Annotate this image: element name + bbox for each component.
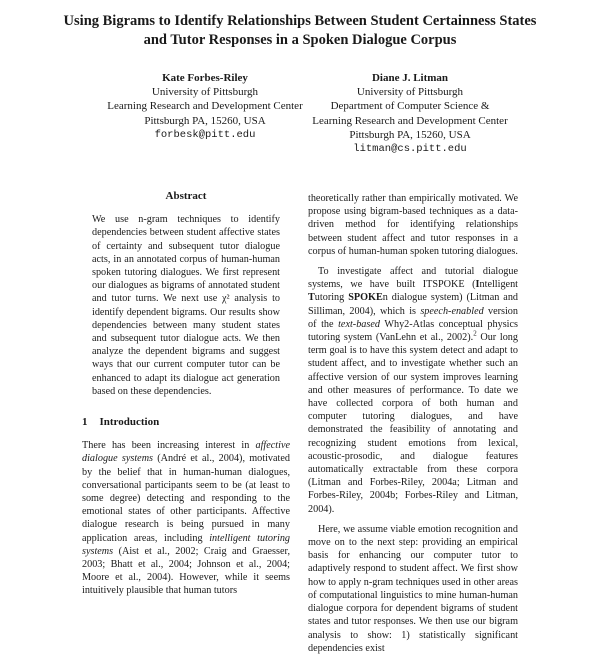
- intro-text: (Aist et al., 2002; Craig and Graesser, 2003; Bhatt et al., 2004; Johnson et al., 2004; Moore et al., 2004). However, while it seems intuitively plausible that human tutors: [82, 545, 290, 597]
- body-paragraph: Here, we assume viable emotion recognition and move on to the next step: providing an empirical basis for enhancing our computer tutor to adaptively respond to student affect. We first show how to apply n-gram techniques used in other areas of computational linguistics to mine human-human dialogue corpora for dependent bigrams of student states and tutor responses. We then use our bigram analysis to show: 1) statistically significant dependencies exist: [308, 523, 518, 654]
- body-paragraph: [308, 265, 518, 516]
- section-heading: [82, 416, 290, 429]
- title-line-2: and Tutor Responses in a Spoken Dialogue Corpus: [143, 32, 457, 48]
- intro-text: (André et al., 2004), motivated by the belief that in human-human dialogues, conversational participants seem to be (at least to some degree) detecting and responding to the emotional states of other participants. Affective dialogue research is being pursued in many application areas, including: [82, 453, 290, 544]
- author-affiliation: Learning Research and Development Center: [107, 100, 303, 113]
- body-text: Why2-Atlas conceptual physics tutoring system (VanLehn et al., 2002).: [308, 318, 518, 344]
- author-block-1: [90, 71, 320, 142]
- author-block-2: [300, 71, 520, 156]
- body-text: To investigate affect and tutorial dialogue systems, we have built ITSPOKE (: [308, 266, 518, 291]
- abstract-text: We use n-gram techniques to identify dependencies between student affective states of certainty and subsequent tutor dialogue acts, in an annotated corpus of human-human spoken tutoring dialogues. We first represent our dialogues as bigrams of annotated student and tutor turns. We next use χ² analysis to identify dependent bigrams. Our results show dependencies between many student states and subsequent tutor dialogue acts. We then analyze the dependent bigrams and suggest ways that our current computer tutor can be enhanced to adapt its dialogue act generation based on these dependencies.: [92, 214, 280, 397]
- left-column: [82, 190, 290, 598]
- author-affiliation: University of Pittsburgh: [151, 86, 259, 99]
- acronym-letter: T: [308, 292, 315, 304]
- intro-text: There has been increasing interest in: [82, 440, 256, 452]
- author-affiliation: University of Pittsburgh: [356, 86, 464, 99]
- title-line-1: Using Bigrams to Identify Relationships Between Student Certainness States: [63, 13, 537, 29]
- author-email: forbesk@pitt.edu: [154, 128, 256, 141]
- intro-paragraph: [82, 439, 290, 597]
- body-paragraph: theoretically rather than empirically motivated. We propose using bigram-based techniques as a data-driven method for identifying relationships between student affect and tutor responses in a corpus of human-human spoken tutoring dialogues.: [308, 193, 518, 257]
- footnote-marker: 2: [473, 329, 477, 338]
- author-affiliation: Learning Research and Development Center: [312, 114, 508, 127]
- body-text: n dialogue system) (Litman and Silliman, 2004), which is: [308, 292, 519, 317]
- author-email: litman@cs.pitt.edu: [353, 143, 467, 156]
- acronym-letter: I: [475, 279, 480, 291]
- intro-emphasis: intelligent tutoring systems: [82, 532, 291, 557]
- author-address: Pittsburgh PA, 15260, USA: [144, 114, 266, 127]
- body-emphasis: speech-enabled: [420, 305, 484, 317]
- body-text: utoring: [314, 292, 349, 304]
- acronym-letter: SPOKE: [348, 292, 383, 304]
- right-column: [308, 192, 518, 655]
- author-address: Pittsburgh PA, 15260, USA: [349, 128, 471, 141]
- intro-emphasis: affective dialogue systems: [82, 440, 290, 465]
- author-name: Diane J. Litman: [371, 72, 449, 84]
- author-name: Kate Forbes-Riley: [162, 72, 248, 84]
- body-text: ntelligent: [479, 279, 518, 291]
- body-text: version of the: [308, 305, 518, 330]
- body-text: Our long term goal is to have this system detect and adapt to student affect, and to investigate whether such an affective version of our system improves learning and other measures of performance. To date we have collected corpora of both human and computer tutoring dialogues, and have demonstrated the feasibility of annotating and recognizing student emotions from lexical, acoustic-prosodic, and dialogue features automatically extractable from these corpora (Litman and Forbes-Riley, 2004a; Litman and Forbes-Riley, 2004b; Forbes-Riley and Litman, 2004).: [308, 332, 518, 515]
- abstract-heading: Abstract: [165, 190, 207, 202]
- body-emphasis: text-based: [338, 318, 380, 330]
- author-affiliation: Department of Computer Science &: [330, 100, 490, 113]
- section-number: 1: [82, 416, 88, 429]
- section-title: Introduction: [99, 416, 160, 429]
- paper-title: [60, 12, 540, 50]
